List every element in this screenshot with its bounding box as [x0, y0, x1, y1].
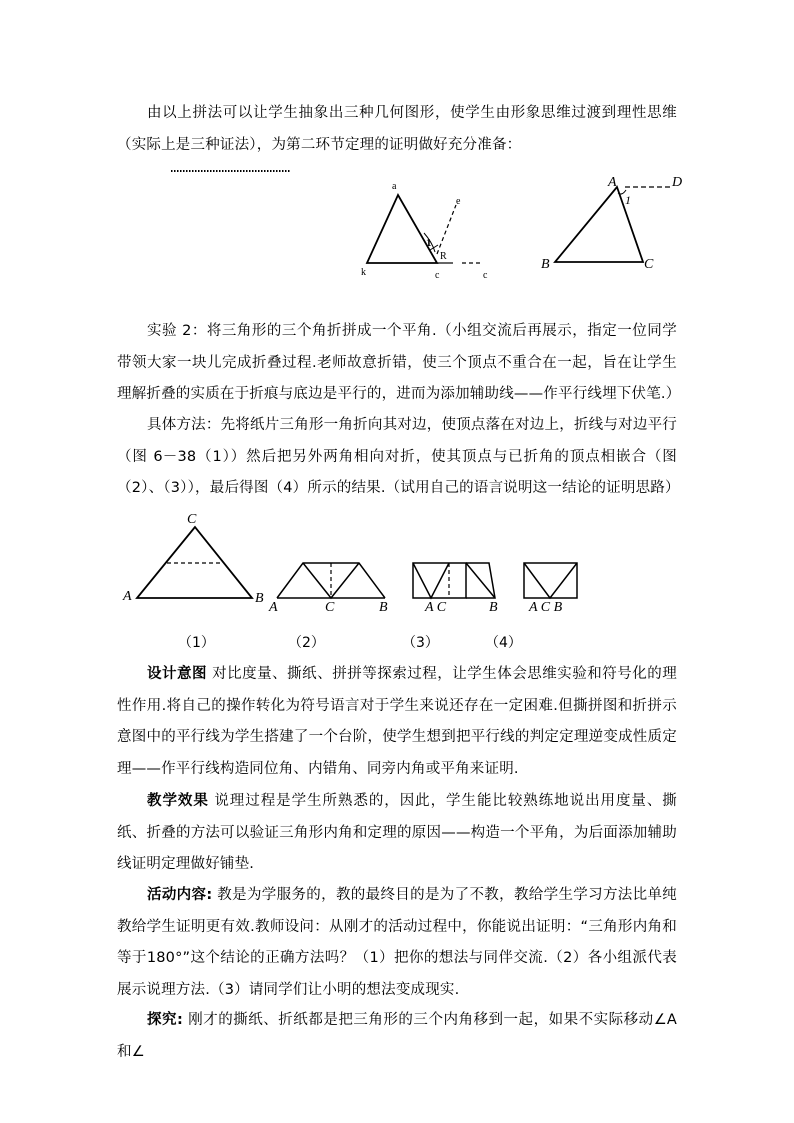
paragraph-intro: 由以上拼法可以让学生抽象出三种几何图形，使学生由形象思维过渡到理性思维（实际上是三种证法），为第二环节定理的证明做好充分准备：: [117, 105, 677, 153]
caption-3: （3）: [402, 635, 439, 651]
paragraph-design-intent: 设计意图 对比度量、撕纸、拼拼等探索过程，让学生体会思维实验和符号化的理性作用.将自己的操作转化为符号语言对于学生来说还存在一定困难.但撕拼图和折拼示意图中的平行线为学生搭建了一个台阶，使学生想到把平行线的判定定理逆变成性质定理——作平行线构造同位角、内错角、同旁内角或平角来证明.: [117, 666, 678, 777]
label-k: k: [361, 267, 366, 278]
paragraph-method: 具体方法：先将纸片三角形一角折向其对边，使顶点落在对边上，折线与对边平行（图 6－38（1））然后把另外两角相向对折，使其顶点与已折角的顶点相嵌合（图（2）、（3）），最后得图（4）所示的结果.（试用自己的语言说明这一结论的证明思路）: [117, 417, 680, 496]
fold4-label-ACB: A C B: [529, 600, 563, 615]
triangle-torn: [367, 195, 437, 263]
caption-4: （4）: [485, 635, 522, 651]
paragraph-explore: 探究: 刚才的撕纸、折纸都是把三角形的三个内角移到一起，如果不实际移动∠A 和∠: [117, 1012, 678, 1060]
label-c-bottom: c: [435, 270, 440, 281]
figure-tear-diagrams: [350, 170, 695, 285]
fold-figure-4: [524, 563, 577, 598]
fold3-label-AC: A C: [425, 600, 447, 615]
fold2-label-B: B: [379, 600, 388, 615]
paragraph-activity: 活动内容: 教是为学服务的，教的最终目的是为了不教，教给学生学习方法比单纯教给学生证明更有效.教师设问：从刚才的活动过程中，你能说出证明：“三角形内角和等于180°”这个结论的正确方法吗？（1）把你的想法与同伴交流.（2）各小组派代表展示说理方法.（3）请同学们让小明的想法变成现实.: [117, 887, 677, 998]
fold-figure-2: [277, 563, 385, 598]
dotted-line: [170, 168, 294, 174]
caption-1: （1）: [178, 635, 215, 651]
caption-2: （2）: [288, 635, 325, 651]
label-C: C: [644, 257, 654, 272]
fold1-label-C: C: [187, 512, 197, 527]
fold-figure-3: [413, 563, 495, 598]
paragraph-experiment-2: 实验 2：将三角形的三个角折拼成一个平角.（小组交流后再展示，指定一位同学带领大家一块儿完成折叠过程.老师故意折错，使三个顶点不重合在一起，旨在让学生理解折叠的实质在于折痕与底边是平行的，进而为添加辅助线——作平行线埋下伏笔.）: [117, 323, 681, 402]
fold1-label-B: B: [255, 591, 264, 606]
label-r: R: [440, 251, 447, 262]
label-design-intent: 设计意图: [147, 666, 208, 682]
fold2-label-C: C: [325, 600, 335, 615]
label-explore: 探究:: [147, 1012, 184, 1028]
label-c-right: c: [483, 270, 488, 281]
label-a: a: [392, 181, 397, 192]
fold2-label-A: A: [269, 600, 278, 615]
paragraph-teaching-effect: 教学效果 说理过程是学生所熟悉的，因此，学生能比较熟练地说出用度量、撕纸、折叠的方法可以验证三角形内角和定理的原因——构造一个平角，为后面添加辅助线证明定理做好铺垫.: [117, 793, 677, 872]
label-D: D: [672, 175, 683, 190]
label-B: B: [541, 257, 550, 272]
figure-fold-diagrams: [115, 508, 595, 618]
label-teaching-effect: 教学效果: [147, 793, 209, 809]
label-A: A: [608, 175, 617, 190]
label-angle-1-right: 1: [625, 193, 631, 207]
label-angle-1: 1: [426, 237, 432, 249]
fold1-label-A: A: [123, 589, 132, 604]
fold-figure-1: [137, 527, 252, 598]
label-e: e: [456, 196, 461, 207]
fold3-label-B: B: [489, 600, 498, 615]
label-activity: 活动内容:: [147, 887, 213, 903]
